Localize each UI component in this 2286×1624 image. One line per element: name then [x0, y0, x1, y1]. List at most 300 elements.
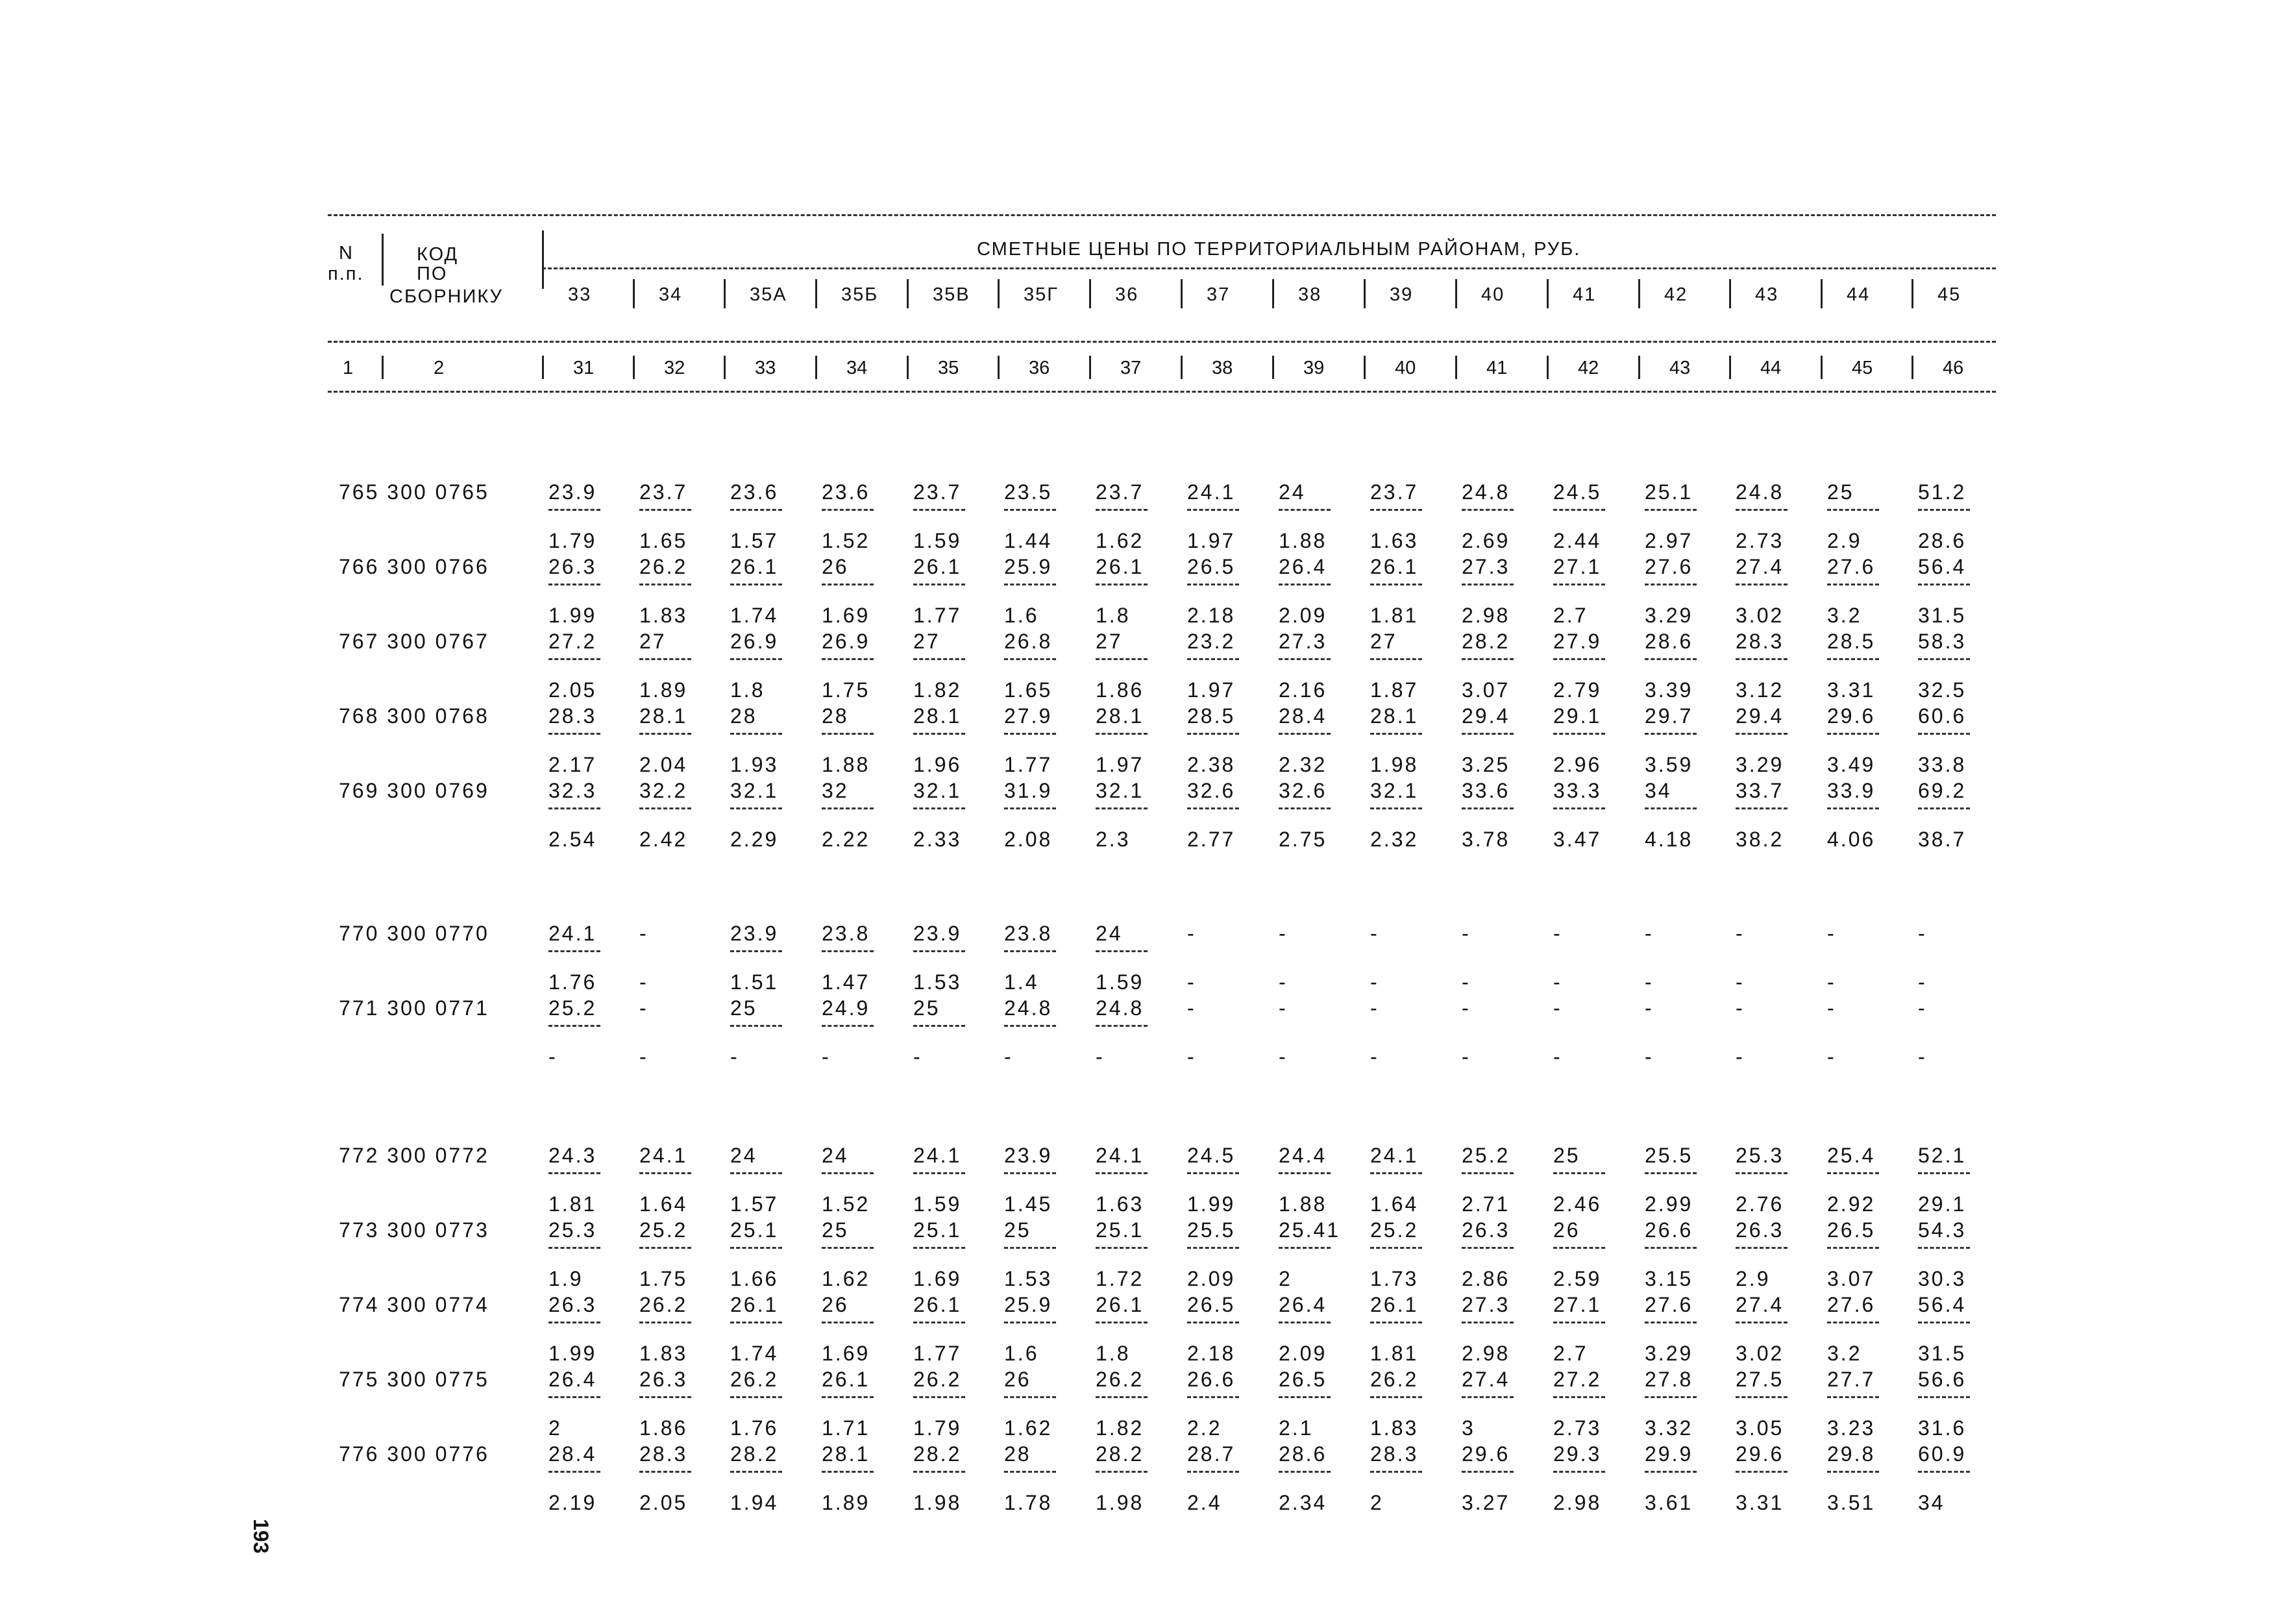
fraction-bar: [1553, 1396, 1605, 1398]
fraction-bar: [1370, 1322, 1422, 1323]
price-value: 23.2: [1187, 630, 1236, 653]
fraction-bar: [913, 584, 965, 585]
price-value: 2.05: [639, 1491, 688, 1514]
fraction-bar: [1553, 1322, 1605, 1323]
price-value: 29.8: [1827, 1442, 1876, 1466]
price-value: 27: [1096, 630, 1123, 653]
fraction-bar: [822, 509, 874, 511]
fraction-bar: [548, 658, 600, 660]
fraction-bar: [1827, 807, 1879, 809]
fraction-bar: [1187, 807, 1239, 809]
price-value: 26: [822, 1293, 849, 1316]
fraction-bar: [822, 1396, 874, 1398]
fraction-bar: [1462, 1396, 1514, 1398]
price-value: 1.59: [913, 1192, 962, 1216]
price-value: 1.6: [1004, 604, 1039, 627]
price-value: 23.6: [730, 480, 779, 504]
price-value: 28.1: [913, 704, 962, 728]
fraction-bar: [639, 584, 691, 585]
col-number: 43: [1669, 358, 1691, 378]
fraction-bar: [730, 950, 782, 952]
price-value: 25.5: [1645, 1144, 1693, 1167]
price-value: 3.25: [1462, 753, 1510, 776]
price-value: 32.3: [548, 779, 597, 802]
fraction-bar: [730, 1471, 782, 1473]
price-value: 1.83: [1370, 1416, 1419, 1440]
fraction-bar: [1004, 1471, 1056, 1473]
fraction-bar: [1279, 1247, 1331, 1249]
fraction-bar: [1736, 658, 1788, 660]
fraction-bar: [1736, 509, 1788, 511]
fraction-bar: [1645, 733, 1697, 735]
price-value: 24: [1096, 922, 1123, 945]
price-value: 29.6: [1827, 704, 1876, 728]
price-value: -: [1279, 970, 1288, 994]
price-value: 26.9: [822, 630, 870, 653]
fraction-bar: [1736, 807, 1788, 809]
price-value: 2.7: [1553, 1342, 1588, 1365]
price-value: 28.2: [1096, 1442, 1144, 1466]
fraction-bar: [1187, 1396, 1239, 1398]
price-value: 24.3: [548, 1144, 597, 1167]
header-sub-rule: [542, 267, 1996, 269]
price-value: 3.31: [1827, 678, 1876, 702]
col-number: 34: [846, 358, 868, 378]
price-value: 24.8: [1004, 996, 1053, 1020]
fraction-bar: [1187, 1322, 1239, 1323]
price-value: 2.86: [1462, 1267, 1510, 1290]
price-value: -: [1553, 996, 1562, 1020]
price-value: 33.3: [1553, 779, 1602, 802]
price-value: 1.8: [1096, 1342, 1131, 1365]
header-vbar-region-14: [1911, 279, 1913, 308]
price-value: 1.97: [1187, 529, 1236, 552]
fraction-bar: [1736, 1172, 1788, 1174]
price-value: 28.4: [1279, 704, 1327, 728]
fraction-bar: [822, 733, 874, 735]
price-value: 2.97: [1645, 529, 1693, 552]
price-value: 27.9: [1004, 704, 1053, 728]
header-code-1: КОД: [417, 244, 459, 265]
price-value: 2: [1279, 1267, 1292, 1290]
price-value: 1.53: [913, 970, 962, 994]
header-vbar-code-low: [542, 356, 544, 379]
price-value: 54.3: [1918, 1218, 1967, 1242]
price-value: 3.02: [1736, 604, 1784, 627]
price-value: 1.8: [730, 678, 765, 702]
price-value: 25.9: [1004, 555, 1053, 578]
fraction-bar: [1827, 658, 1879, 660]
fraction-bar: [639, 658, 691, 660]
fraction-bar: [822, 1471, 874, 1473]
fraction-bar: [1462, 1172, 1514, 1174]
price-value: 2.42: [639, 828, 688, 851]
col-number: 1: [343, 358, 354, 378]
fraction-bar: [1279, 733, 1331, 735]
price-value: 2.3: [1096, 828, 1131, 851]
price-value: 27.8: [1645, 1368, 1693, 1391]
col-number: 41: [1486, 358, 1508, 378]
fraction-bar: [1553, 1172, 1605, 1174]
price-value: 2.29: [730, 828, 779, 851]
price-value: 24.1: [1370, 1144, 1419, 1167]
header-vbar-region-4: [998, 279, 1000, 308]
price-value: -: [1918, 922, 1927, 945]
price-value: 3.31: [1736, 1491, 1784, 1514]
price-value: 31.6: [1918, 1416, 1967, 1440]
price-value: 27: [913, 630, 940, 653]
fraction-bar: [1736, 584, 1788, 585]
price-value: -: [639, 922, 648, 945]
row-code: 773 300 0773: [339, 1218, 489, 1242]
fraction-bar: [1645, 807, 1697, 809]
fraction-bar: [730, 1396, 782, 1398]
price-value: 58.3: [1918, 630, 1967, 653]
price-value: 2.4: [1187, 1491, 1222, 1514]
price-value: 27: [639, 630, 667, 653]
fraction-bar: [822, 950, 874, 952]
price-value: 26.3: [1462, 1218, 1510, 1242]
price-value: -: [1462, 996, 1471, 1020]
header-title: СМЕТНЫЕ ЦЕНЫ ПО ТЕРРИТОРИАЛЬНЫМ РАЙОНАМ, РУБ.: [977, 239, 1581, 260]
col-number: 38: [1212, 358, 1233, 378]
price-value: 56.4: [1918, 1293, 1967, 1316]
col-number: 32: [664, 358, 685, 378]
fraction-bar: [1645, 509, 1697, 511]
price-value: 23.5: [1004, 480, 1053, 504]
fraction-bar: [548, 584, 600, 585]
price-value: 23.9: [913, 922, 962, 945]
price-value: 23.7: [1370, 480, 1419, 504]
price-value: 3.29: [1645, 1342, 1693, 1365]
price-value: -: [1279, 996, 1288, 1020]
price-value: 28.1: [1370, 704, 1419, 728]
price-value: 1.69: [822, 1342, 870, 1365]
header-vbar-num-11: [1638, 356, 1640, 379]
price-value: 28.7: [1187, 1442, 1236, 1466]
fraction-bar: [1918, 1471, 1970, 1473]
price-value: -: [1827, 996, 1836, 1020]
col-number: 42: [1578, 358, 1599, 378]
price-value: 26.1: [822, 1368, 870, 1391]
fraction-bar: [1004, 807, 1056, 809]
price-value: 28.6: [1279, 1442, 1327, 1466]
fraction-bar: [1096, 1025, 1148, 1027]
price-value: 29.3: [1553, 1442, 1602, 1466]
price-value: 3.29: [1736, 753, 1784, 776]
price-value: 2.44: [1553, 529, 1602, 552]
price-value: 25.2: [548, 996, 597, 1020]
price-value: 25.1: [1096, 1218, 1144, 1242]
price-value: 1.65: [639, 529, 688, 552]
price-value: 1.88: [1279, 529, 1327, 552]
price-value: 1.53: [1004, 1267, 1053, 1290]
price-value: 28.2: [913, 1442, 962, 1466]
region-header: 33: [568, 284, 592, 305]
price-value: 2.18: [1187, 604, 1236, 627]
fraction-bar: [1553, 584, 1605, 585]
price-value: -: [1187, 970, 1196, 994]
fraction-bar: [1645, 1396, 1697, 1398]
price-value: 25.3: [548, 1218, 597, 1242]
price-value: 3.05: [1736, 1416, 1784, 1440]
price-value: 1.57: [730, 529, 779, 552]
price-value: 26.8: [1004, 630, 1053, 653]
price-value: 28.5: [1827, 630, 1876, 653]
fraction-bar: [1918, 509, 1970, 511]
price-value: 26.5: [1187, 1293, 1236, 1316]
fraction-bar: [822, 1172, 874, 1174]
price-value: 26.6: [1187, 1368, 1236, 1391]
fraction-bar: [1645, 658, 1697, 660]
fraction-bar: [639, 509, 691, 511]
price-value: 27.6: [1827, 555, 1876, 578]
header-vbar-region-12: [1729, 279, 1731, 308]
price-value: 1.9: [548, 1267, 584, 1290]
price-value: 1.89: [639, 678, 688, 702]
price-value: 23.9: [730, 922, 779, 945]
price-value: 28.4: [548, 1442, 597, 1466]
fraction-bar: [913, 733, 965, 735]
price-value: 24: [1279, 480, 1306, 504]
fraction-bar: [1370, 584, 1422, 585]
fraction-bar: [1096, 950, 1148, 952]
price-value: 25.1: [730, 1218, 779, 1242]
header-vbar-num-7: [1272, 356, 1274, 379]
region-header: 36: [1115, 284, 1139, 305]
price-value: 33.9: [1827, 779, 1876, 802]
price-value: -: [1918, 970, 1927, 994]
price-value: 33.6: [1462, 779, 1510, 802]
price-value: 1.69: [822, 604, 870, 627]
fraction-bar: [548, 1396, 600, 1398]
price-value: 28.3: [1370, 1442, 1419, 1466]
fraction-bar: [1462, 1247, 1514, 1249]
fraction-bar: [1553, 807, 1605, 809]
price-value: 2.98: [1553, 1491, 1602, 1514]
price-value: 1.81: [1370, 604, 1419, 627]
fraction-bar: [1827, 1247, 1879, 1249]
fraction-bar: [1462, 584, 1514, 585]
price-value: 1.83: [639, 1342, 688, 1365]
fraction-bar: [639, 1247, 691, 1249]
price-value: 51.2: [1918, 480, 1967, 504]
price-value: 1.98: [913, 1491, 962, 1514]
price-value: 27.1: [1553, 555, 1602, 578]
fraction-bar: [1918, 1396, 1970, 1398]
price-value: 24.1: [1096, 1144, 1144, 1167]
price-value: 24.1: [1187, 480, 1236, 504]
header-code-2: ПО: [417, 264, 448, 284]
price-value: 2.79: [1553, 678, 1602, 702]
price-value: 2.77: [1187, 828, 1236, 851]
price-value: 1.99: [548, 604, 597, 627]
fraction-bar: [1187, 509, 1239, 511]
price-value: 26.4: [1279, 555, 1327, 578]
header-vbar-num-9: [1455, 356, 1457, 379]
fraction-bar: [1918, 1172, 1970, 1174]
fraction-bar: [548, 509, 600, 511]
price-value: 1.8: [1096, 604, 1131, 627]
price-value: 1.77: [913, 604, 962, 627]
price-value: 26.5: [1187, 555, 1236, 578]
price-value: 27.5: [1736, 1368, 1784, 1391]
header-vbar-region-9: [1455, 279, 1457, 308]
price-value: 1.45: [1004, 1192, 1053, 1216]
fraction-bar: [1096, 509, 1148, 511]
price-value: 24.8: [1096, 996, 1144, 1020]
price-value: 27.3: [1462, 555, 1510, 578]
fraction-bar: [1462, 1471, 1514, 1473]
header-vbar-region-10: [1547, 279, 1549, 308]
fraction-bar: [1462, 509, 1514, 511]
price-value: 24.8: [1462, 480, 1510, 504]
price-value: 27.1: [1553, 1293, 1602, 1316]
price-value: 1.86: [639, 1416, 688, 1440]
fraction-bar: [1187, 1172, 1239, 1174]
price-value: -: [1645, 970, 1654, 994]
price-value: 29.4: [1462, 704, 1510, 728]
price-value: 2.38: [1187, 753, 1236, 776]
price-value: 28.6: [1918, 529, 1967, 552]
fraction-bar: [1004, 1247, 1056, 1249]
fraction-bar: [1187, 658, 1239, 660]
price-value: 3.23: [1827, 1416, 1876, 1440]
fraction-bar: [548, 950, 600, 952]
fraction-bar: [1827, 733, 1879, 735]
price-value: 29.6: [1462, 1442, 1510, 1466]
region-header: 35Г: [1024, 284, 1059, 305]
price-value: 25.3: [1736, 1144, 1784, 1167]
price-value: 3.07: [1462, 678, 1510, 702]
price-value: 1.63: [1370, 529, 1419, 552]
fraction-bar: [1736, 1247, 1788, 1249]
price-value: -: [1553, 970, 1562, 994]
fraction-bar: [1004, 1172, 1056, 1174]
fraction-bar: [1279, 1396, 1331, 1398]
header-vbar-region-11: [1638, 279, 1640, 308]
fraction-bar: [1736, 1322, 1788, 1323]
price-value: 26.2: [1096, 1368, 1144, 1391]
price-value: 32.1: [730, 779, 779, 802]
price-value: -: [1645, 996, 1654, 1020]
price-value: 26.3: [1736, 1218, 1784, 1242]
fraction-bar: [913, 1247, 965, 1249]
header-code-3: СБОРНИКУ: [389, 286, 503, 307]
price-value: 1.81: [1370, 1342, 1419, 1365]
price-value: 26.1: [913, 555, 962, 578]
header-vbar-num-8: [1364, 356, 1366, 379]
price-value: -: [1827, 970, 1836, 994]
price-value: 1.59: [913, 529, 962, 552]
price-value: -: [1645, 1045, 1654, 1068]
price-value: 26.9: [730, 630, 779, 653]
region-header: 34: [659, 284, 683, 305]
fraction-bar: [1279, 1172, 1331, 1174]
price-value: 26.1: [1096, 555, 1144, 578]
price-value: 2.46: [1553, 1192, 1602, 1216]
fraction-bar: [639, 1172, 691, 1174]
price-value: 26.2: [639, 555, 688, 578]
price-value: -: [1827, 922, 1836, 945]
price-value: 28.1: [1096, 704, 1144, 728]
price-value: 60.6: [1918, 704, 1967, 728]
price-value: 1.44: [1004, 529, 1053, 552]
price-value: 28.1: [639, 704, 688, 728]
price-value: -: [1736, 970, 1745, 994]
fraction-bar: [730, 1247, 782, 1249]
header-vbar-code: [542, 230, 544, 289]
price-value: 25.2: [1370, 1218, 1419, 1242]
price-value: 27.6: [1645, 1293, 1693, 1316]
region-header: 39: [1390, 284, 1414, 305]
price-value: 2.71: [1462, 1192, 1510, 1216]
header-vbar-region-6: [1181, 279, 1183, 308]
price-value: 3.78: [1462, 828, 1510, 851]
price-value: 1.77: [913, 1342, 962, 1365]
row-code: 776 300 0776: [339, 1442, 489, 1466]
price-value: 26.1: [730, 555, 779, 578]
price-value: 3.15: [1645, 1267, 1693, 1290]
price-value: 2.32: [1279, 753, 1327, 776]
row-code: 772 300 0772: [339, 1144, 489, 1167]
price-value: 25: [730, 996, 757, 1020]
header-np-bottom: п.п.: [328, 264, 364, 284]
price-value: 26.3: [639, 1368, 688, 1391]
price-value: -: [548, 1045, 558, 1068]
price-value: 3.51: [1827, 1491, 1876, 1514]
price-value: 25: [913, 996, 940, 1020]
price-value: 4.06: [1827, 828, 1876, 851]
fraction-bar: [822, 1025, 874, 1027]
col-number: 39: [1303, 358, 1325, 378]
fraction-bar: [1279, 509, 1331, 511]
price-value: 1.98: [1370, 753, 1419, 776]
fraction-bar: [1827, 1172, 1879, 1174]
col-number: 37: [1120, 358, 1142, 378]
price-value: -: [1462, 1045, 1471, 1068]
fraction-bar: [1918, 584, 1970, 585]
fraction-bar: [1004, 1396, 1056, 1398]
price-value: 29.9: [1645, 1442, 1693, 1466]
price-value: -: [1736, 1045, 1745, 1068]
price-value: 32.6: [1279, 779, 1327, 802]
price-value: 25.2: [1462, 1144, 1510, 1167]
price-value: 3: [1462, 1416, 1475, 1440]
price-value: 3.61: [1645, 1491, 1693, 1514]
fraction-bar: [1004, 1025, 1056, 1027]
fraction-bar: [730, 509, 782, 511]
price-value: 1.72: [1096, 1267, 1144, 1290]
header-vbar-region-7: [1272, 279, 1274, 308]
price-value: 1.52: [822, 1192, 870, 1216]
price-value: 2.09: [1279, 604, 1327, 627]
price-value: 1.93: [730, 753, 779, 776]
fraction-bar: [1096, 733, 1148, 735]
price-value: 2.9: [1736, 1267, 1771, 1290]
price-value: 28.3: [1736, 630, 1784, 653]
price-value: 32.2: [639, 779, 688, 802]
price-value: 1.89: [822, 1491, 870, 1514]
price-value: 52.1: [1918, 1144, 1967, 1167]
fraction-bar: [822, 658, 874, 660]
price-value: 24.1: [548, 922, 597, 945]
price-value: 26.4: [548, 1368, 597, 1391]
price-value: 1.64: [639, 1192, 688, 1216]
price-value: 60.9: [1918, 1442, 1967, 1466]
price-value: 2.7: [1553, 604, 1588, 627]
fraction-bar: [1918, 1247, 1970, 1249]
